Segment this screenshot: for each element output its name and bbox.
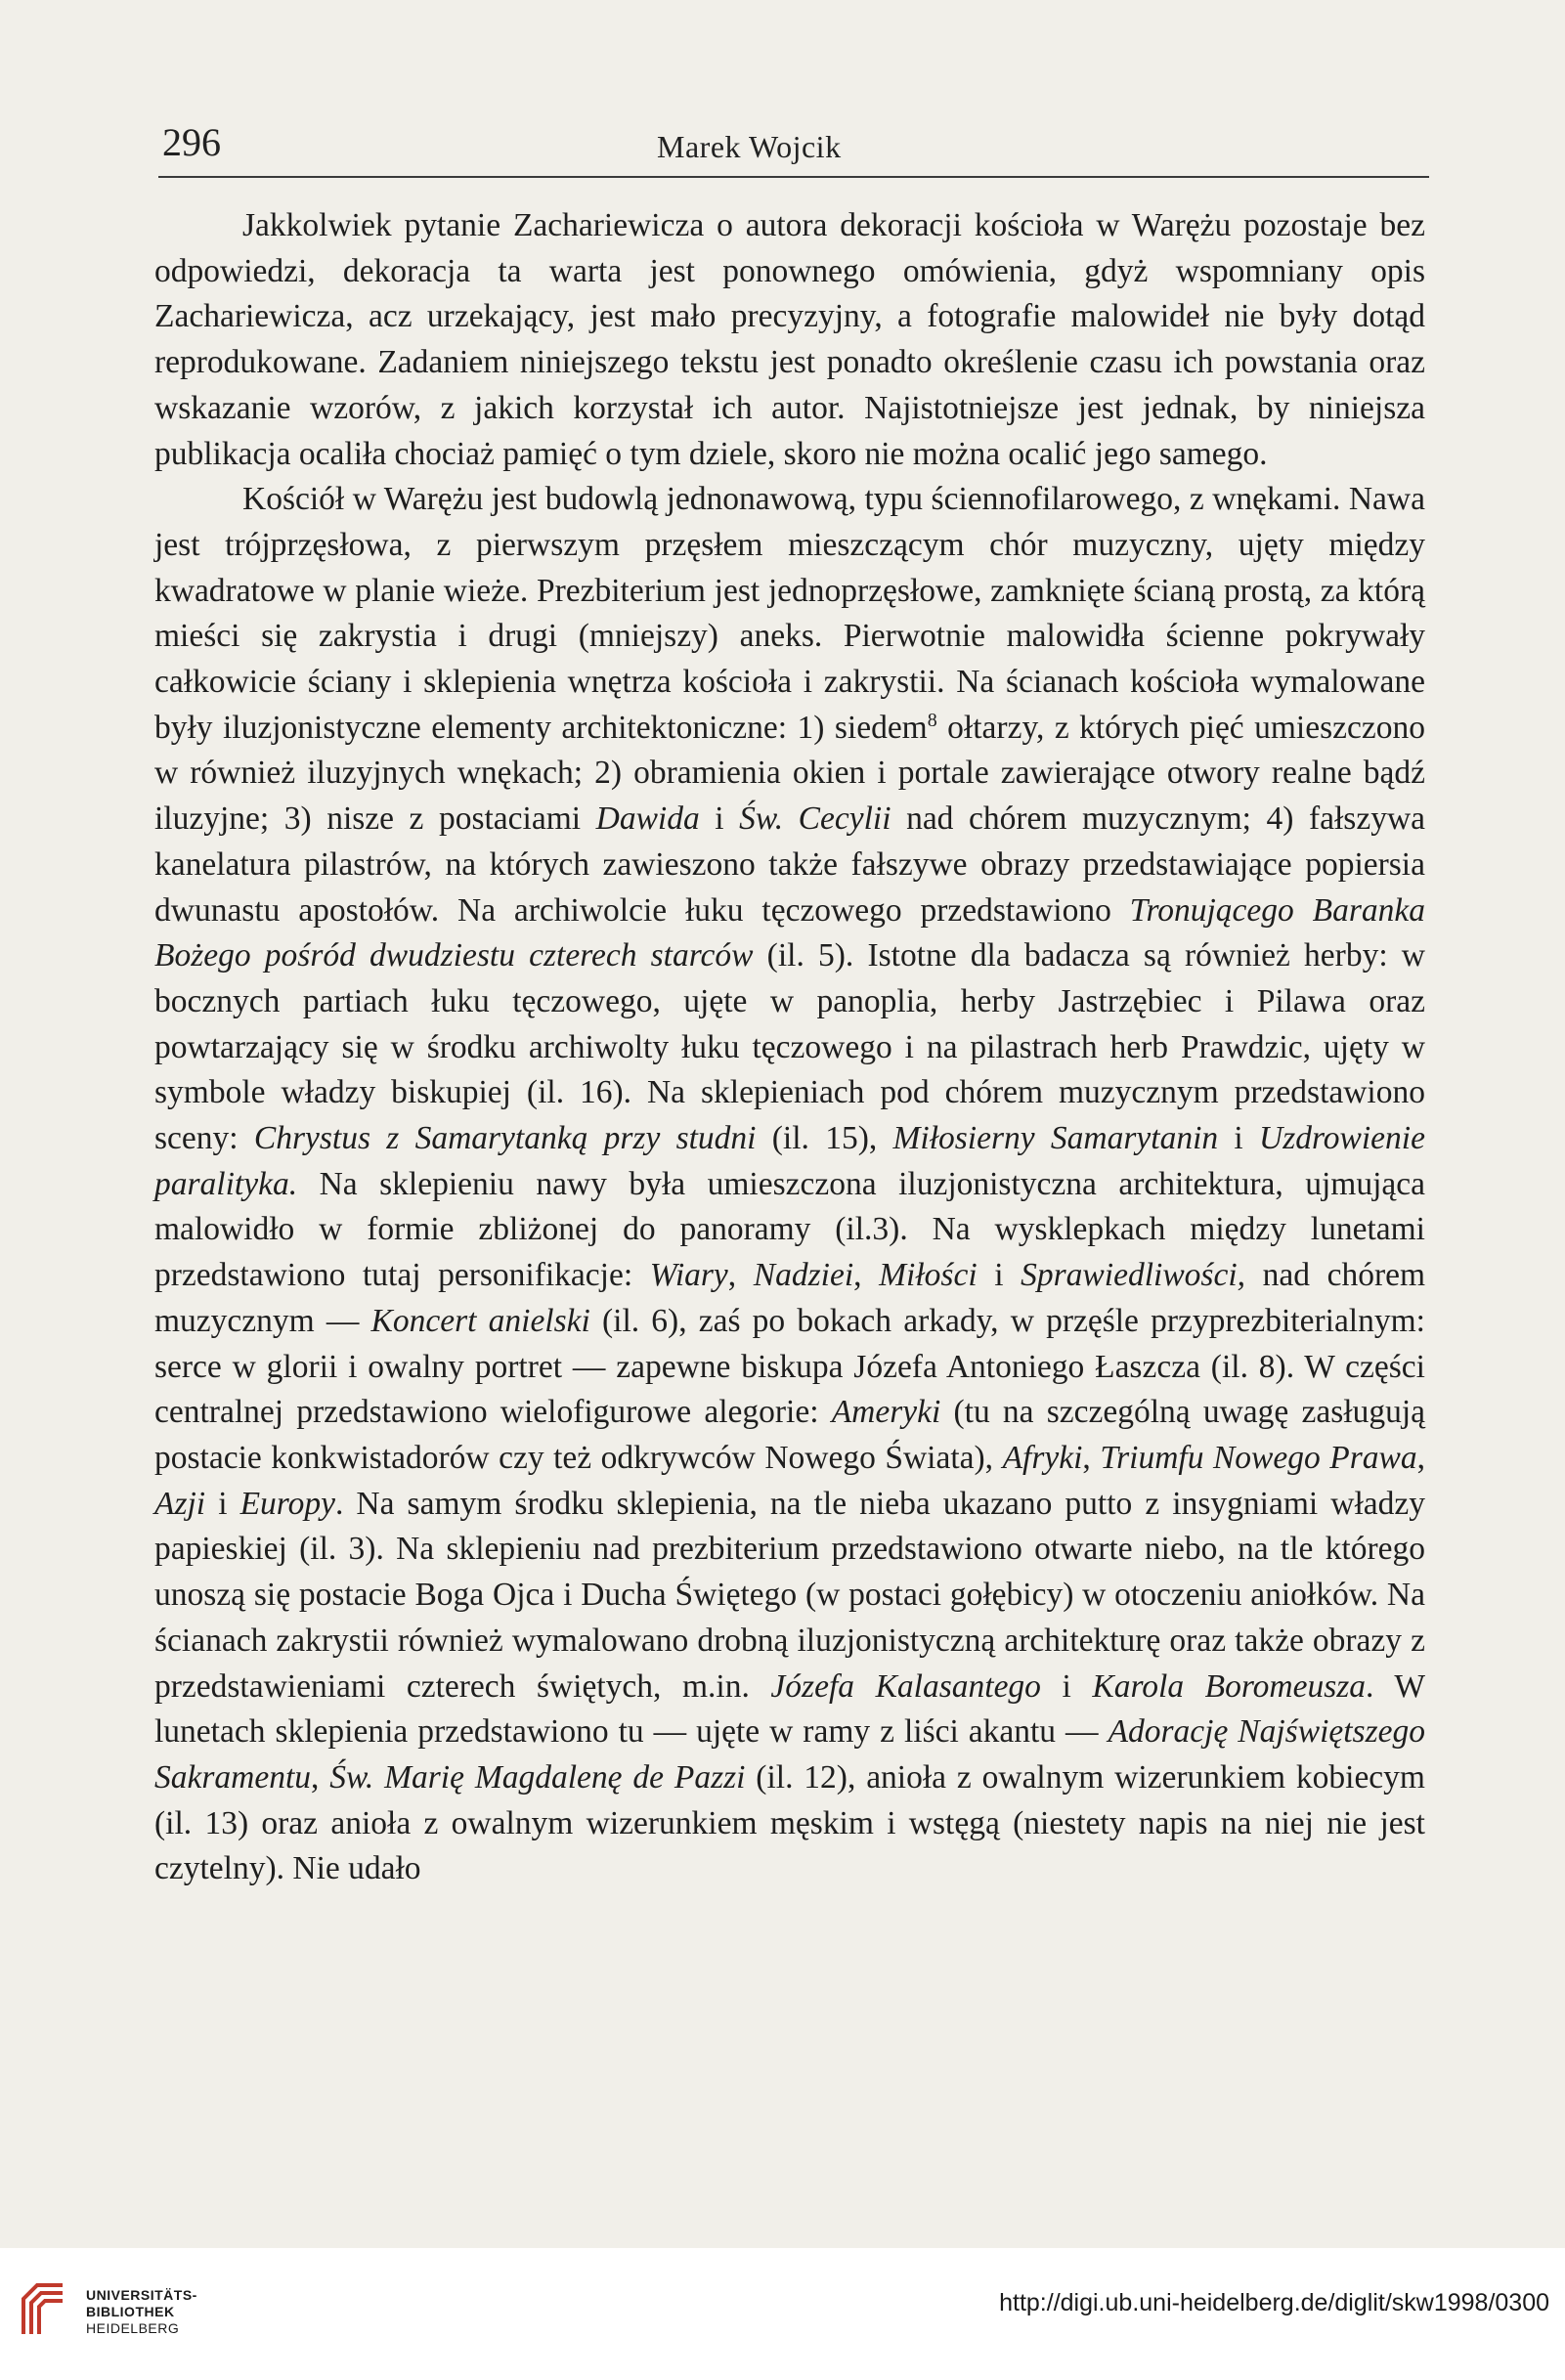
page-header (158, 115, 1429, 178)
viewer-footer (0, 2248, 1565, 2380)
body-text (154, 203, 1425, 1892)
university-library-logo-icon (18, 2279, 68, 2340)
page-number: 296 (162, 120, 221, 164)
source-url-link[interactable]: http://digi.ub.uni-heidelberg.de/diglit/skw1998/0300 (999, 2289, 1549, 2316)
footnote-ref[interactable]: 8 (927, 709, 937, 731)
paragraph-1: Jakkolwiek pytanie Zachariewicza o autora dekoracji kościoła w Warężu pozostaje bez odpowiedzi, dekoracja ta warta jest ponownego omówienia, gdyż wspomniany opis Zachariewicza, acz urzekający, jest mało precyzyjny, a fotografie malowideł nie były dotąd reprodukowane. Zadaniem niniejszego tekstu jest ponadto określenie czasu ich powstania oraz wskazanie wzorów, z jakich korzystał ich autor. Najistotniejsze jest jednak, by niniejsza publikacja ocaliła chociaż pamięć o tym dziele, skoro nie można ocalić jego samego. (154, 207, 1425, 472)
paragraph-2: Kościół w Warężu jest budowlą jednonawową, typu ściennofilarowego, z wnękami. Nawa jest trójprzęsłowa, z pierwszym przęsłem mieszczącym chór muzyczny, ujęty między kwadratowe w planie wieże. Prezbiterium jest jednoprzęsłowe, zamknięte ścianą prostą, za którą mieści się zakrystia i drugi (mniejszy) aneks. Pierwotnie malowidła ścienne pokrywały całkowicie ściany i sklepienia wnętrza kościoła i zakrystii. Na ścianach kościoła wymalowane były iluzjonistyczne elementy architektoniczne: 1) siedem$^8$ ołtarzy, z których pięć umieszczono w również iluzyjnych wnękach; 2) obramienia okien i portale zawierające otwory realne bądź iluzyjne; 3) nisze z postaciami Dawida i Św. Cecylii nad chórem muzycznym; 4) fałszywa kanelatura pilastrów, na których zawieszono także fałszywe obrazy przedstawiające popiersia dwunastu apostołów. Na archiwolcie łuku tęczowego przedstawiono Tronującego Baranka Bożego pośród dwudziestu czterech starców (il. 5). Istotne dla badacza są również herby: w bocznych partiach łuku tęczowego, ujęte w panoplia, herby Jastrzębiec i Pilawa oraz powtarzający się w środku archiwolty łuku tęczowego i na pilastrach herb Prawdzic, ujęty w symbole władzy biskupiej (il. 16). Na sklepieniach pod chórem muzycznym przedstawiono sceny: Chrystus z Samarytanką przy studni (il. 15), Miłosierny Samarytanin i Uzdrowienie paralityka. Na sklepieniu nawy była umieszczona iluzjonistyczna architektura, ujmująca malowidło w formie zbliżonej do panoramy (il.3). Na wysklepkach między lunetami przedstawiono tutaj personifikacje: Wiary, Nadziei, Miłości i Sprawiedliwości, nad chórem muzycznym — Koncert anielski (il. 6), zaś po bokach arkady, w przęśle przyprezbiterialnym: serce w glorii i owalny portret — zapewne biskupa Józefa Antoniego Łaszcza (il. 8). W części centralnej przedstawiono wielofigurowe alegorie: Ameryki (tu na szczególną uwagę zasługują postacie konkwistadorów czy też odkrywców Nowego Świata), Afryki, Triumfu Nowego Prawa, Azji i Europy. Na samym środku sklepienia, na tle nieba ukazano putto z insygniami władzy papieskiej (il. 3). Na sklepieniu nad prezbiterium przedstawiono otwarte niebo, na tle którego unoszą się postacie Boga Ojca i Ducha Świętego (w postaci gołębicy) w otoczeniu aniołków. Na ścianach zakrystii również wymalowano drobną iluzjonistyczną architekturę oraz także obrazy z przedstawieniami czterech świętych, m.in. Józefa Kalasantego i Karola Boromeusza. W lunetach sklepienia przedstawiono tu — ujęte w ramy z liści akantu — Adorację Najświętszego Sakramentu, Św. Marię Magdalenę de Pazzi (il. 12), anioła z owalnym wizerunkiem kobiecym (il. 13) oraz anioła z owalnym wizerunkiem męskim i wstęgą (niestety napis na niej nie jest czytelny). Nie udało (154, 481, 1426, 1887)
running-head: Marek Wojcik (657, 129, 842, 164)
library-wordmark: UNIVERSITÄTS- BIBLIOTHEK HEIDELBERG (86, 2287, 197, 2336)
